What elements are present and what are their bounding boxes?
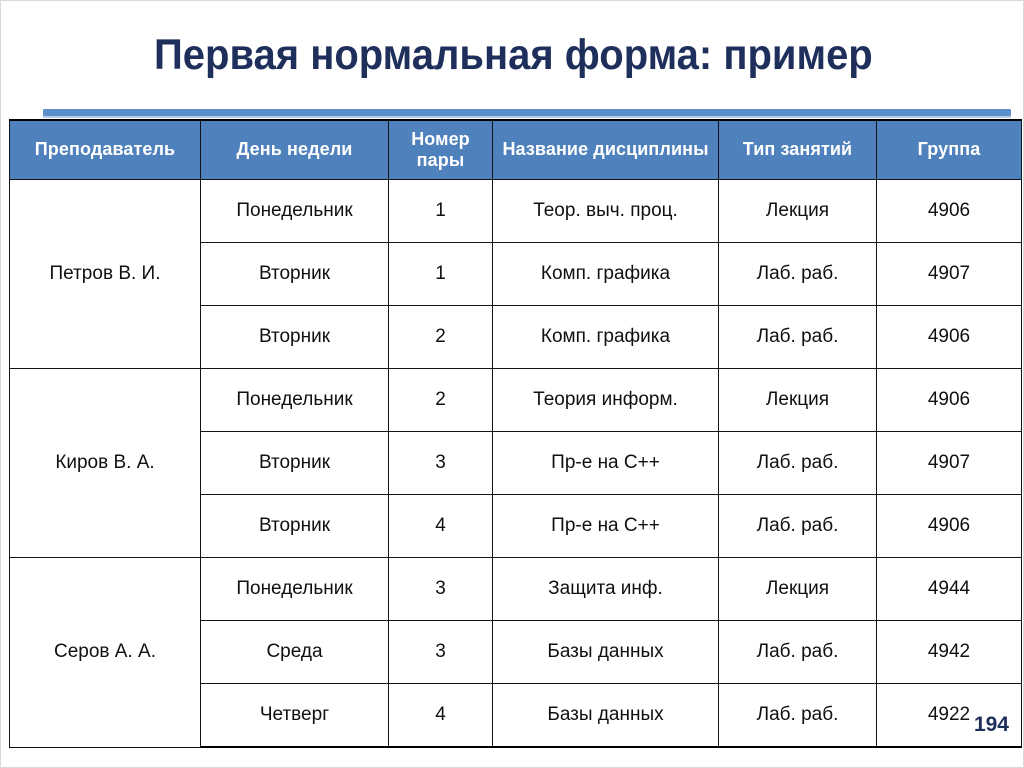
table-body (10, 180, 1022, 748)
cell-group: 4944 (877, 558, 1022, 621)
cell-teacher: Петров В. И. (10, 180, 201, 369)
cell-weekday: Понедельник (201, 180, 389, 243)
cell-classtype: Лекция (719, 558, 877, 621)
schedule-table (9, 119, 1022, 748)
cell-classtype: Лекция (719, 369, 877, 432)
cell-weekday: Вторник (201, 495, 389, 558)
cell-group: 4907 (877, 243, 1022, 306)
title-underline-rule (43, 109, 1011, 116)
cell-discipline: Защита инф. (493, 558, 719, 621)
column-header-group: Группа (877, 120, 1022, 180)
table-header-row (10, 120, 1022, 180)
cell-pair: 1 (389, 180, 493, 243)
cell-pair: 3 (389, 621, 493, 684)
table-row (10, 369, 1022, 432)
column-header-discipline: Название дисциплины (493, 120, 719, 180)
cell-weekday: Вторник (201, 243, 389, 306)
slide-page-number: 194 (973, 713, 1009, 736)
cell-discipline: Базы данных (493, 684, 719, 748)
cell-group: 4922 (877, 684, 1022, 748)
page-title: Первая нормальная форма: пример (153, 30, 873, 79)
cell-discipline: Комп. графика (493, 243, 719, 306)
cell-group: 4942 (877, 621, 1022, 684)
cell-classtype: Лаб. раб. (719, 684, 877, 748)
cell-classtype: Лаб. раб. (719, 306, 877, 369)
cell-discipline: Теор. выч. проц. (493, 180, 719, 243)
cell-group: 4906 (877, 495, 1022, 558)
cell-pair: 4 (389, 684, 493, 748)
column-header-classtype: Тип занятий (719, 120, 877, 180)
cell-classtype: Лаб. раб. (719, 432, 877, 495)
cell-discipline: Комп. графика (493, 306, 719, 369)
cell-weekday: Вторник (201, 306, 389, 369)
cell-classtype: Лаб. раб. (719, 243, 877, 306)
cell-pair: 4 (389, 495, 493, 558)
column-header-teacher: Преподаватель (10, 120, 201, 180)
cell-weekday: Вторник (201, 432, 389, 495)
cell-classtype: Лаб. раб. (719, 621, 877, 684)
cell-weekday: Понедельник (201, 558, 389, 621)
cell-discipline: Пр-е на С++ (493, 432, 719, 495)
cell-classtype: Лаб. раб. (719, 495, 877, 558)
cell-discipline: Пр-е на С++ (493, 495, 719, 558)
cell-pair: 2 (389, 369, 493, 432)
cell-classtype: Лекция (719, 180, 877, 243)
column-header-pair: Номер пары (389, 120, 493, 180)
slide-title-block (41, 19, 985, 91)
cell-group: 4906 (877, 369, 1022, 432)
cell-group: 4907 (877, 432, 1022, 495)
cell-weekday: Понедельник (201, 369, 389, 432)
cell-weekday: Четверг (201, 684, 389, 748)
cell-pair: 2 (389, 306, 493, 369)
cell-group: 4906 (877, 306, 1022, 369)
cell-teacher: Серов А. А. (10, 558, 201, 748)
column-header-weekday: День недели (201, 120, 389, 180)
table-header (10, 120, 1022, 180)
cell-weekday: Среда (201, 621, 389, 684)
cell-discipline: Базы данных (493, 621, 719, 684)
cell-pair: 3 (389, 432, 493, 495)
cell-discipline: Теория информ. (493, 369, 719, 432)
cell-group: 4906 (877, 180, 1022, 243)
cell-pair: 1 (389, 243, 493, 306)
cell-pair: 3 (389, 558, 493, 621)
table-row (10, 558, 1022, 621)
table-row (10, 180, 1022, 243)
cell-teacher: Киров В. А. (10, 369, 201, 558)
